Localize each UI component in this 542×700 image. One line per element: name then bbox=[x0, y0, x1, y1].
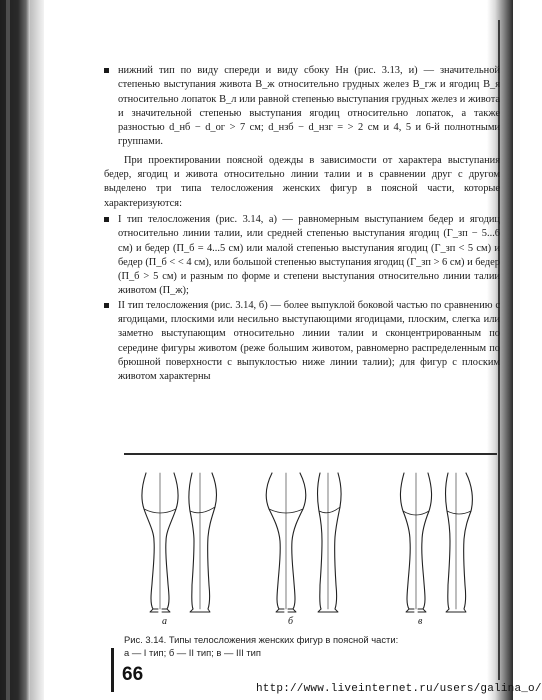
page-left-binding-shadow bbox=[0, 0, 30, 700]
page-left-gradient bbox=[30, 0, 44, 700]
bullet-square-icon bbox=[104, 217, 109, 222]
bullet-square-icon bbox=[104, 303, 109, 308]
paragraph: При проектировании поясной одежды в зависимости от характера выступания бедер, ягодиц и живота относительно линии талии и в сравнении друг с другом выделено три типа телосложения женских фигур в поясной части, которые характеризуются: bbox=[104, 154, 500, 209]
figure-front-b bbox=[266, 473, 306, 612]
figure-caption bbox=[124, 633, 496, 659]
figure-side-b bbox=[318, 473, 341, 612]
source-url[interactable]: http://www.liveinternet.ru/users/galina_o/ bbox=[256, 683, 542, 695]
page-number: 66 bbox=[122, 664, 144, 685]
list-item bbox=[104, 213, 500, 299]
list-item-text: нижний тип по виду спереди и виду сбоку Нн (рис. 3.13, и) — значительной степенью выступания живота В_ж относительно грудных желез В_гж и ягодиц В_я относительно лопаток В_л или равной степенью выступания грудных желез и живота и значительной степенью выступания ягодиц относительно лопаток, а также разностью d_нб − d_ог > 7 см; d_нзб − d_нзг = > 2 см и 4, 5 и 6-й полнотными группами. bbox=[118, 65, 500, 148]
caption-legend: а — I тип; б — II тип; в — III тип bbox=[124, 647, 261, 658]
bullet-square-icon bbox=[104, 68, 109, 73]
body-text bbox=[104, 64, 500, 385]
list-item-text: II тип телосложения (рис. 3.14, б) — более выпуклой боковой частью по сравнению с ягодицами, плоскими или несильно выступающими ягодицами, плоским, слегка или заметно выступающим относительно линии талии и сконцентрированным по середине фигуры животом (реже большим животом, равномерно распределенным по брюшной поверхности с выпуклостью ниже линии талии); для фигур с плоским животом характерны bbox=[118, 299, 500, 383]
figure-label-a: а bbox=[162, 616, 167, 627]
body-type-illustration bbox=[124, 459, 497, 619]
list-item bbox=[104, 299, 500, 385]
figure-side-c bbox=[446, 473, 473, 612]
figure-3-14 bbox=[124, 453, 497, 625]
caption-margin-bar bbox=[111, 648, 114, 692]
figure-side-a bbox=[189, 473, 216, 612]
list-item-text: I тип телосложения (рис. 3.14, а) — равномерным выступанием бедер и ягодиц относительно линии талии, или средней степенью выступания ягодиц (Г_зп − 5...6 см) и бедер (П_б = 4...5 см) или малой степенью выступания ягодиц (Г_зп < 5 см) и бедер (П_б < < 4 см), или большой степенью выступания ягодиц (Г_зп > 6 см) и бедер (П_б > 5 см) и разным по форме и степени выступания относительно линии талии животом (П_ж); bbox=[118, 213, 500, 297]
figure-label-b: б bbox=[288, 616, 294, 627]
figure-front-a bbox=[142, 473, 178, 612]
list-item bbox=[104, 64, 500, 150]
caption-title: Рис. 3.14. Типы телосложения женских фигур в поясной части: bbox=[124, 634, 399, 645]
type-list bbox=[104, 213, 500, 385]
figure-label-c: в bbox=[418, 616, 423, 627]
figure-front-c bbox=[400, 473, 431, 612]
